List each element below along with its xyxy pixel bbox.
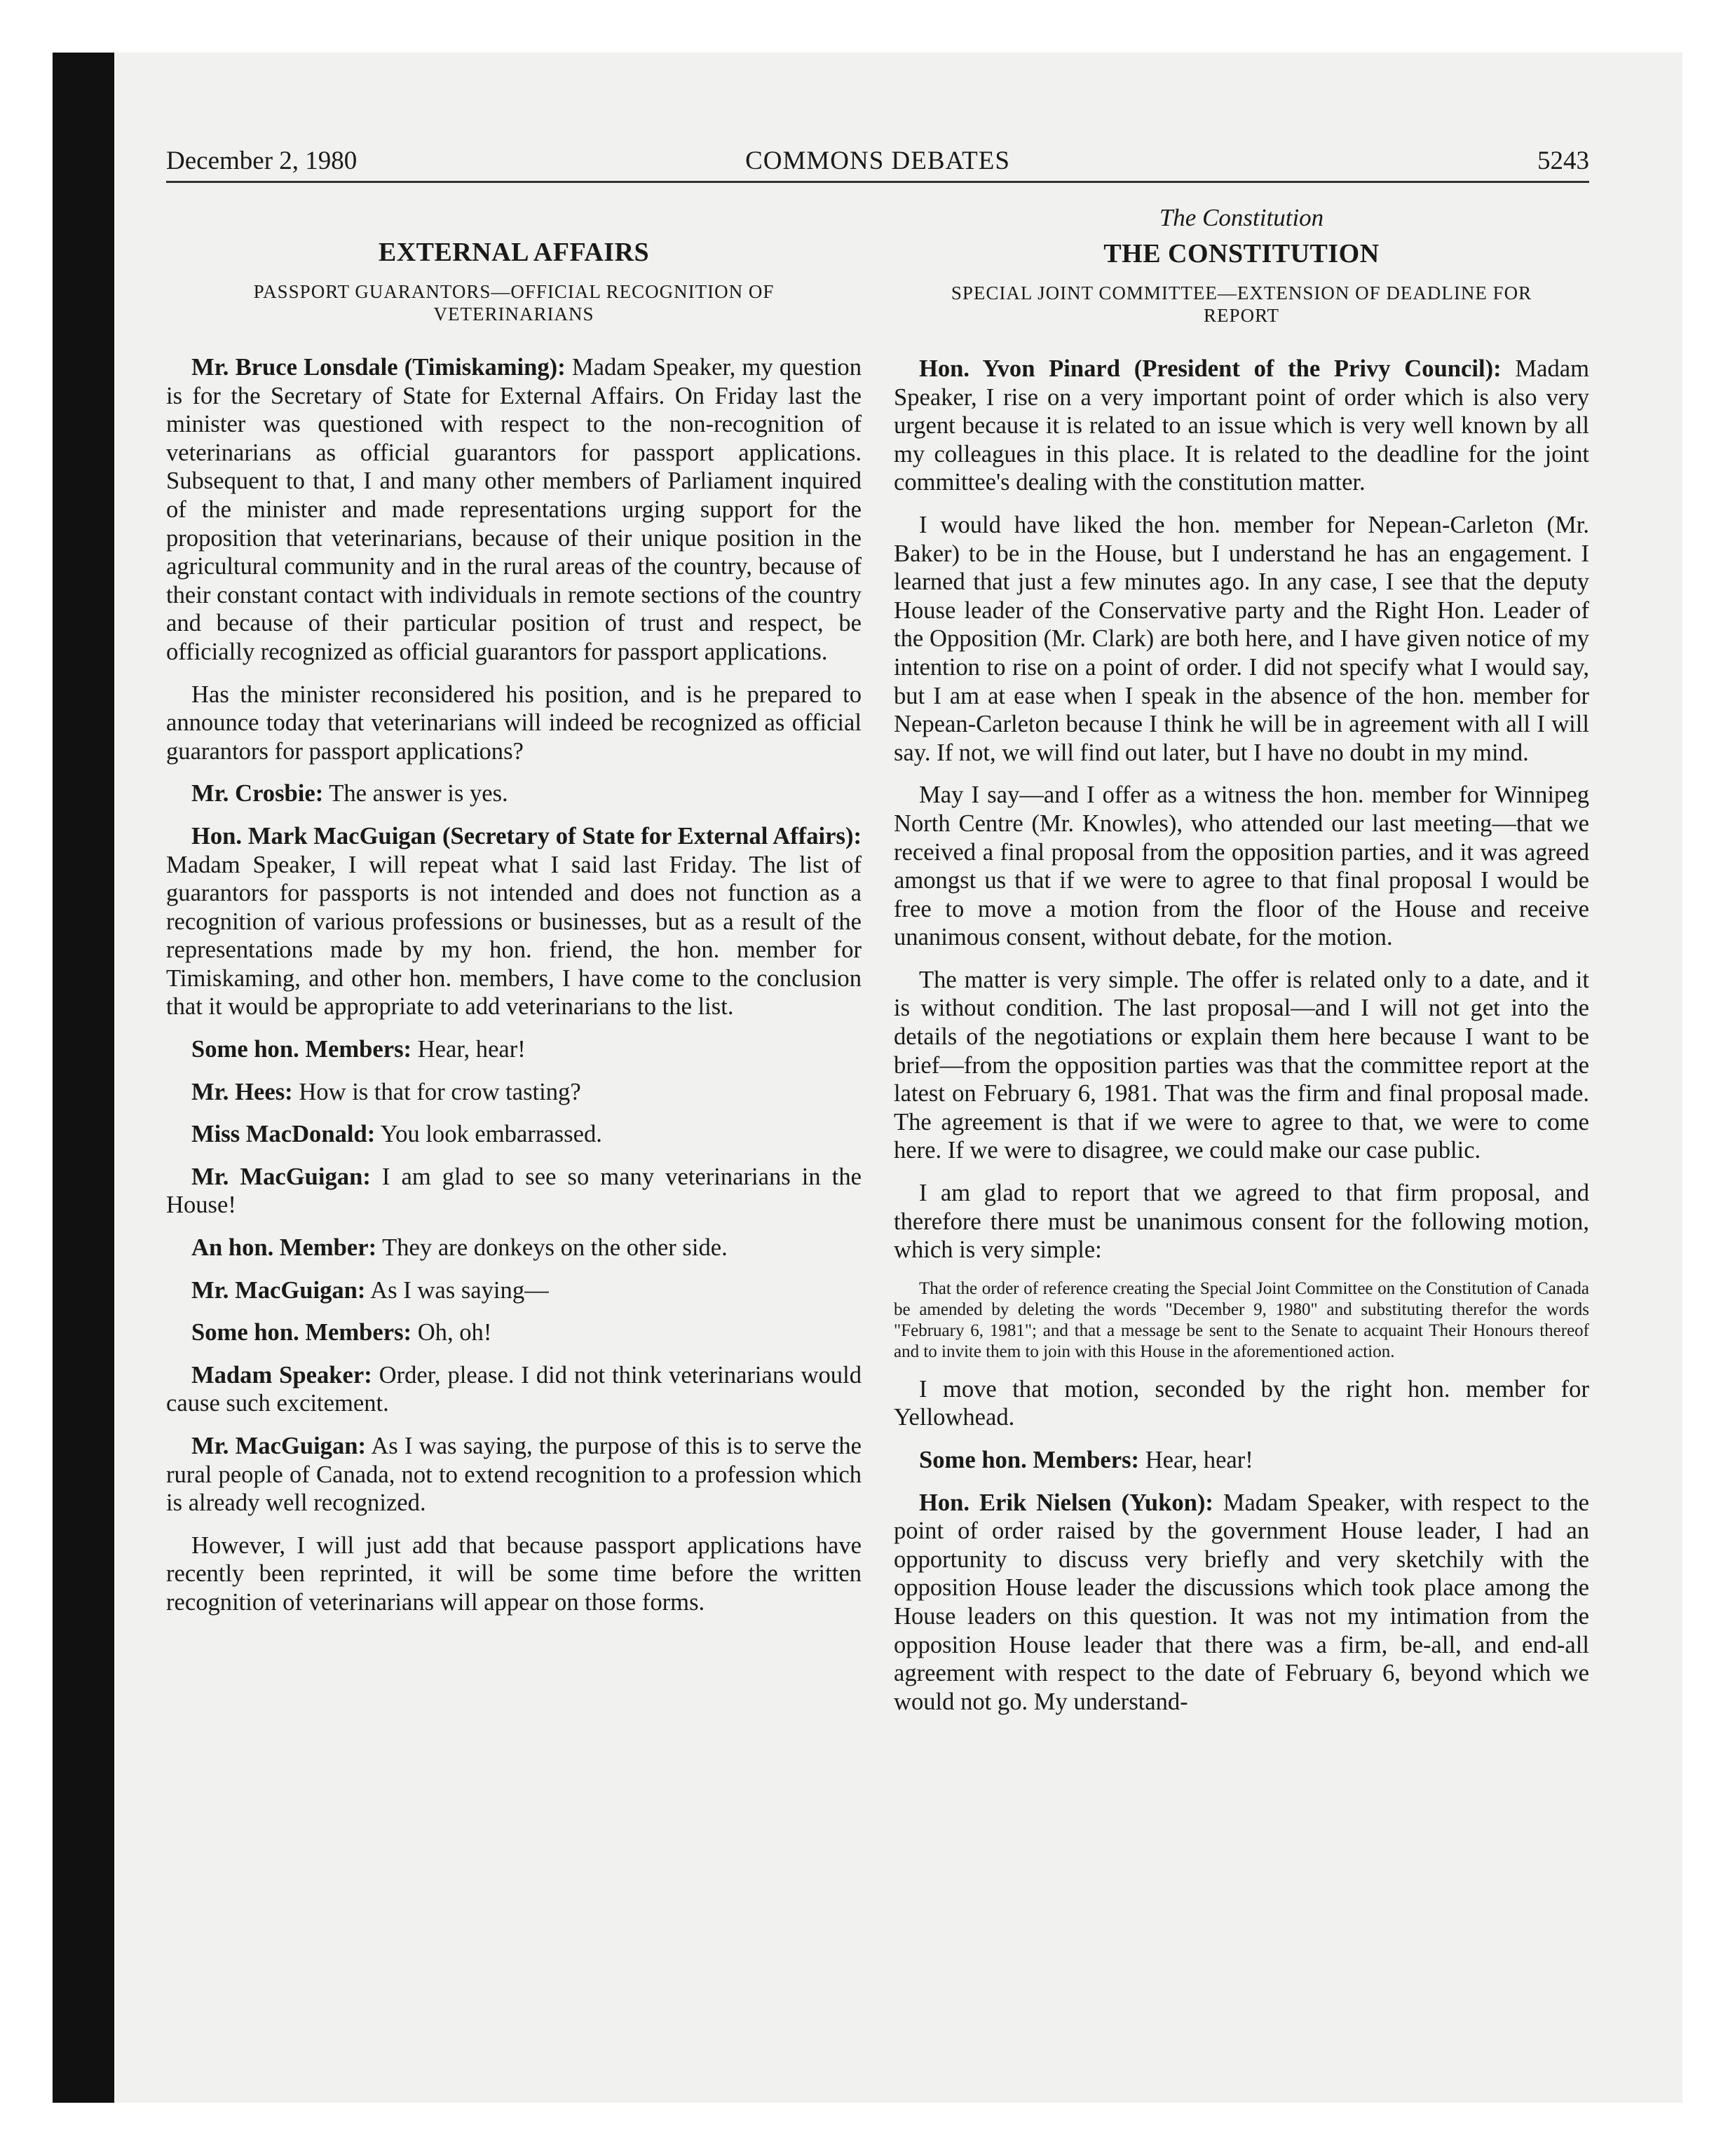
speaker-name: Mr. MacGuigan: xyxy=(191,1163,371,1190)
right-paragraphs-after xyxy=(894,1375,1589,1717)
paragraph-text: How is that for crow tasting? xyxy=(292,1078,581,1105)
paragraph xyxy=(894,1446,1589,1475)
paragraph xyxy=(894,511,1589,767)
speaker-name: Mr. Bruce Lonsdale (Timiskaming): xyxy=(191,354,566,381)
paragraph xyxy=(894,781,1589,952)
paragraph xyxy=(894,1375,1589,1432)
paragraph-text: However, I will just add that because passport applications have recently been reprinted, it will be some time before the written recognition of veterinarians will appear on those forms. xyxy=(166,1531,862,1616)
paragraph-text: May I say—and I offer as a witness the hon. member for Winnipeg North Centre (Mr. Knowles), who attended our last meeting—that we received a final proposal from the opposition parties, and it was agreed amongst us that if we were to agree to that final proposal I would be free to move a motion from the floor of the House and receive unanimous consent, without debate, for the motion. xyxy=(894,782,1589,951)
paragraph-text: They are donkeys on the other side. xyxy=(376,1234,728,1262)
paragraph-text: Madam Speaker, my question is for the Secretary of State for External Affairs. On Friday last the minister was questioned with respect to the non-recognition of veterinarians as official guarantors for passport applications. Subsequent to that, I and many other members of Parliament inquired of the minister and made representations urging support for the proposition that veterinarians, because of their unique position in the agricultural community and in the rural areas of the country, because of their constant contact with individuals in remote sections of the country and because of their particular position of trust and respect, be officially recognized as official guarantors for passport applications. xyxy=(166,354,862,665)
paragraph-text: I move that motion, seconded by the right hon. member for Yellowhead. xyxy=(894,1375,1589,1431)
speaker-name: Hon. Mark MacGuigan (Secretary of State for External Affairs): xyxy=(191,822,862,850)
paragraph xyxy=(166,1432,862,1517)
paragraph xyxy=(894,1179,1589,1264)
speaker-name: Some hon. Members: xyxy=(191,1319,412,1346)
speaker-name: Some hon. Members: xyxy=(191,1036,412,1063)
paragraph xyxy=(894,355,1589,497)
speaker-name: Mr. MacGuigan: xyxy=(191,1433,367,1459)
paragraph-text: Has the minister reconsidered his position, and is he prepared to announce today that veterinarians will indeed be recognized as official guarantors for passport applications? xyxy=(166,681,862,765)
paragraph-text: I am glad to see so many veterinarians in the House! xyxy=(166,1163,862,1219)
speaker-name: An hon. Member: xyxy=(191,1234,377,1262)
header-rule xyxy=(166,181,1589,183)
speaker-name: Madam Speaker: xyxy=(191,1361,372,1389)
header-date: December 2, 1980 xyxy=(166,146,358,175)
paragraph-text: Madam Speaker, with respect to the point of order raised by the government House leader, I had an opportunity to discuss very briefly and very sketchily with the opposition House leader the discussions which took place among the House leaders on this question. It was not my intimation from the opposition House leader that there was a firm, be-all, and end-all agreement with respect to the date of February 6, beyond which we would not go. My understand- xyxy=(894,1489,1589,1715)
paragraph-text: Hear, hear! xyxy=(1139,1447,1253,1473)
paragraph-text: Oh, oh! xyxy=(411,1319,492,1346)
paragraph xyxy=(166,681,862,766)
speaker-name: Hon. Erik Nielsen (Yukon): xyxy=(919,1489,1213,1516)
subheading-passport-guarantors: PASSPORT GUARANTORS—OFFICIAL RECOGNITION OF VETERINARIANS xyxy=(253,281,775,325)
page-header xyxy=(166,146,1589,182)
paragraph-text: Madam Speaker, I rise on a very important point of order which is also very urgent because it is related to an issue which is very well known by all my colleagues in this place. It is related to the deadline for the joint committee's dealing with the constitution matter. xyxy=(894,355,1589,496)
paragraph xyxy=(894,1489,1589,1717)
paragraph-text: As I was saying— xyxy=(365,1276,549,1304)
paragraph xyxy=(166,353,862,667)
paragraph xyxy=(166,1163,862,1220)
paragraph-text: You look embarrassed. xyxy=(375,1121,602,1148)
paragraph xyxy=(166,1318,862,1347)
subheading-special-joint-committee: SPECIAL JOINT COMMITTEE—EXTENSION OF DEADLINE FOR REPORT xyxy=(951,282,1532,326)
paragraph-text: The answer is yes. xyxy=(323,780,508,807)
motion-text: That the order of reference creating the Special Joint Committee on the Constitution of Canada be amended by deleting the words "December 9, 1980" and substituting therefor the words "February 6, 1981"; and that a message be sent to the Senate to acquaint Their Honours thereof and to invite them to join with this House in the aforementioned action. xyxy=(894,1278,1589,1361)
speaker-name: Mr. MacGuigan: xyxy=(191,1276,366,1304)
left-paragraphs xyxy=(166,353,862,1617)
paragraph-text: I am glad to report that we agreed to that firm proposal, and therefore there must be unanimous consent for the following motion, which is very simple: xyxy=(894,1180,1589,1264)
speaker-name: Miss MacDonald: xyxy=(191,1121,376,1148)
paragraph xyxy=(894,966,1589,1165)
binding-edge xyxy=(53,53,114,2103)
paragraph xyxy=(166,1234,862,1262)
speaker-name: Hon. Yvon Pinard (President of the Privy Council): xyxy=(919,355,1502,382)
paragraph xyxy=(166,1361,862,1418)
paragraph xyxy=(166,779,862,808)
section-title-constitution: THE CONSTITUTION xyxy=(1103,239,1380,268)
header-title: COMMONS DEBATES xyxy=(745,146,1010,175)
speaker-name: Mr. Hees: xyxy=(191,1078,293,1105)
paragraph xyxy=(166,1035,862,1064)
right-paragraphs xyxy=(894,355,1589,1264)
speaker-name: Mr. Crosbie: xyxy=(191,780,324,807)
paragraph xyxy=(166,822,862,1021)
paragraph-text: I would have liked the hon. member for Nepean-Carleton (Mr. Baker) to be in the House, but I understand he has an engagement. I learned that just a few minutes ago. In any case, I see that the deputy House leader of the Conservative party and the Right Hon. Leader of the Opposition (Mr. Clark) are both here, and I have given notice of my intention to rise on a point of order. I did not specify what I would say, but I am at ease when I speak in the absence of the hon. member for Nepean-Carleton because I think he will be in agreement with all I will say. If not, we will find out later, but I have no doubt in my mind. xyxy=(894,511,1589,766)
paragraph-text: Madam Speaker, I will repeat what I said last Friday. The list of guarantors for passports is not intended and does not function as a recognition of various professions or businesses, but as a result of the representations made by my hon. friend, the hon. member for Timiskaming, and other hon. members, I have come to the conclusion that it would be appropriate to add veterinarians to the list. xyxy=(166,851,862,1021)
paragraph-text: The matter is very simple. The offer is related only to a date, and it is without condition. The last proposal—and I will not get into the details of the negotiations or explain them here because I want to be brief—from the opposition parties was that the committee report at the latest on February 6, 1981. That was the firm and final proposal made. The agreement is that if we were to agree to that, we were to come here. If we were to disagree, we could make our case public. xyxy=(894,966,1589,1164)
running-head: The Constitution xyxy=(1159,204,1324,231)
speaker-name: Some hon. Members: xyxy=(919,1447,1140,1473)
header-page-number: 5243 xyxy=(1537,146,1589,175)
right-column xyxy=(894,203,1589,1730)
paragraph-text: Hear, hear! xyxy=(411,1036,526,1063)
paragraph xyxy=(166,1531,862,1617)
paragraph-text: Order, please. I did not think veterinarians would cause such excitement. xyxy=(166,1361,862,1417)
paragraph xyxy=(166,1120,862,1149)
left-column xyxy=(166,203,862,1631)
section-title-external-affairs: EXTERNAL AFFAIRS xyxy=(378,238,650,267)
paragraph xyxy=(166,1276,862,1305)
paragraph-text: As I was saying, the purpose of this is to serve the rural people of Canada, not to extend recognition to a profession which is already well recognized. xyxy=(166,1433,862,1517)
paragraph xyxy=(166,1078,862,1107)
